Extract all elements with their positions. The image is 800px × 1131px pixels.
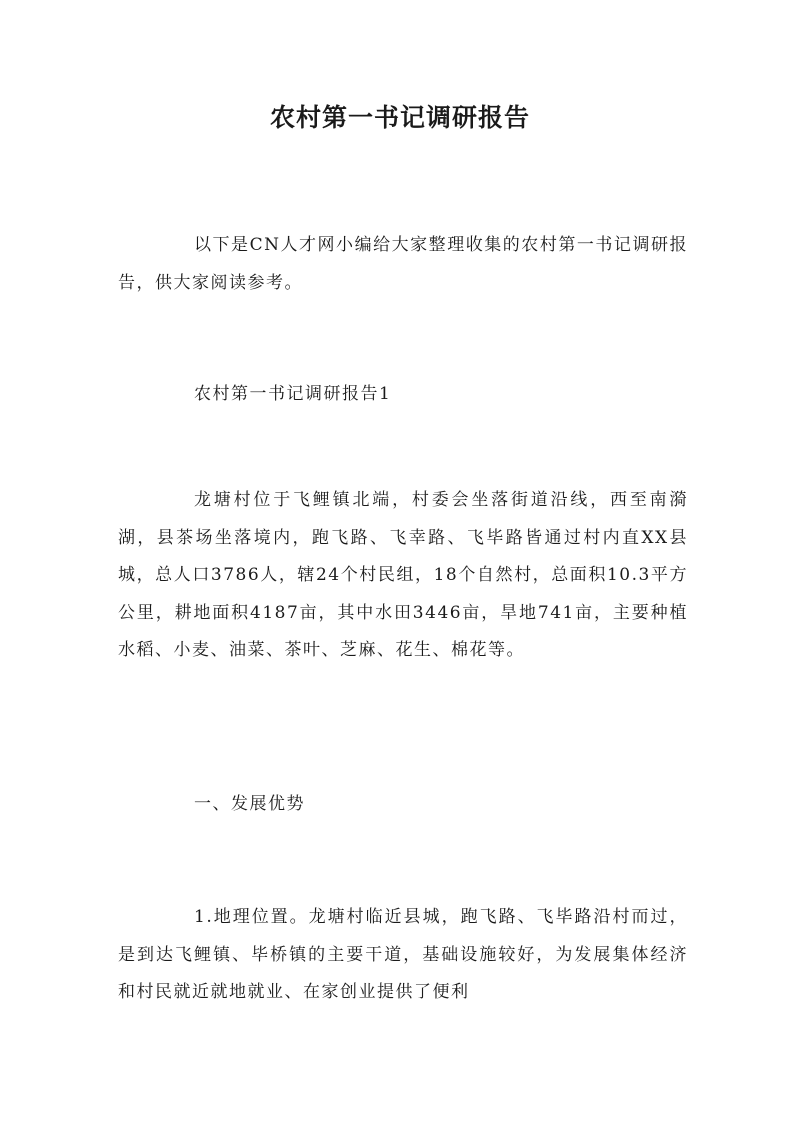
section-heading-report-1: 农村第一书记调研报告1: [194, 384, 392, 404]
intro-paragraph: 以下是CN人才网小编给大家整理收集的农村第一书记调研报告，供大家阅读参考。: [118, 235, 688, 293]
section-heading-advantages: 一、发展优势: [194, 794, 305, 814]
geography-paragraph: 1.地理位置。龙塘村临近县城，跑飞路、飞毕路沿村而过，是到达飞鲤镇、毕桥镇的主要干道，基础设施较好，为发展集体经济和村民就近就地就业、在家创业提供了便利: [118, 907, 688, 1002]
document-title: 农村第一书记调研报告: [269, 103, 530, 132]
village-overview-paragraph: 龙塘村位于飞鲤镇北端，村委会坐落街道沿线，西至南漪湖，县茶场坐落境内，跑飞路、飞幸路、飞毕路皆通过村内直XX县城，总人口3786人，辖24个村民组，18个自然村，总面积10.3平方公里，耕地面积4187亩，其中水田3446亩，旱地741亩，主要种植水稻、小麦、油菜、茶叶、芝麻、花生、棉花等。: [118, 490, 688, 660]
